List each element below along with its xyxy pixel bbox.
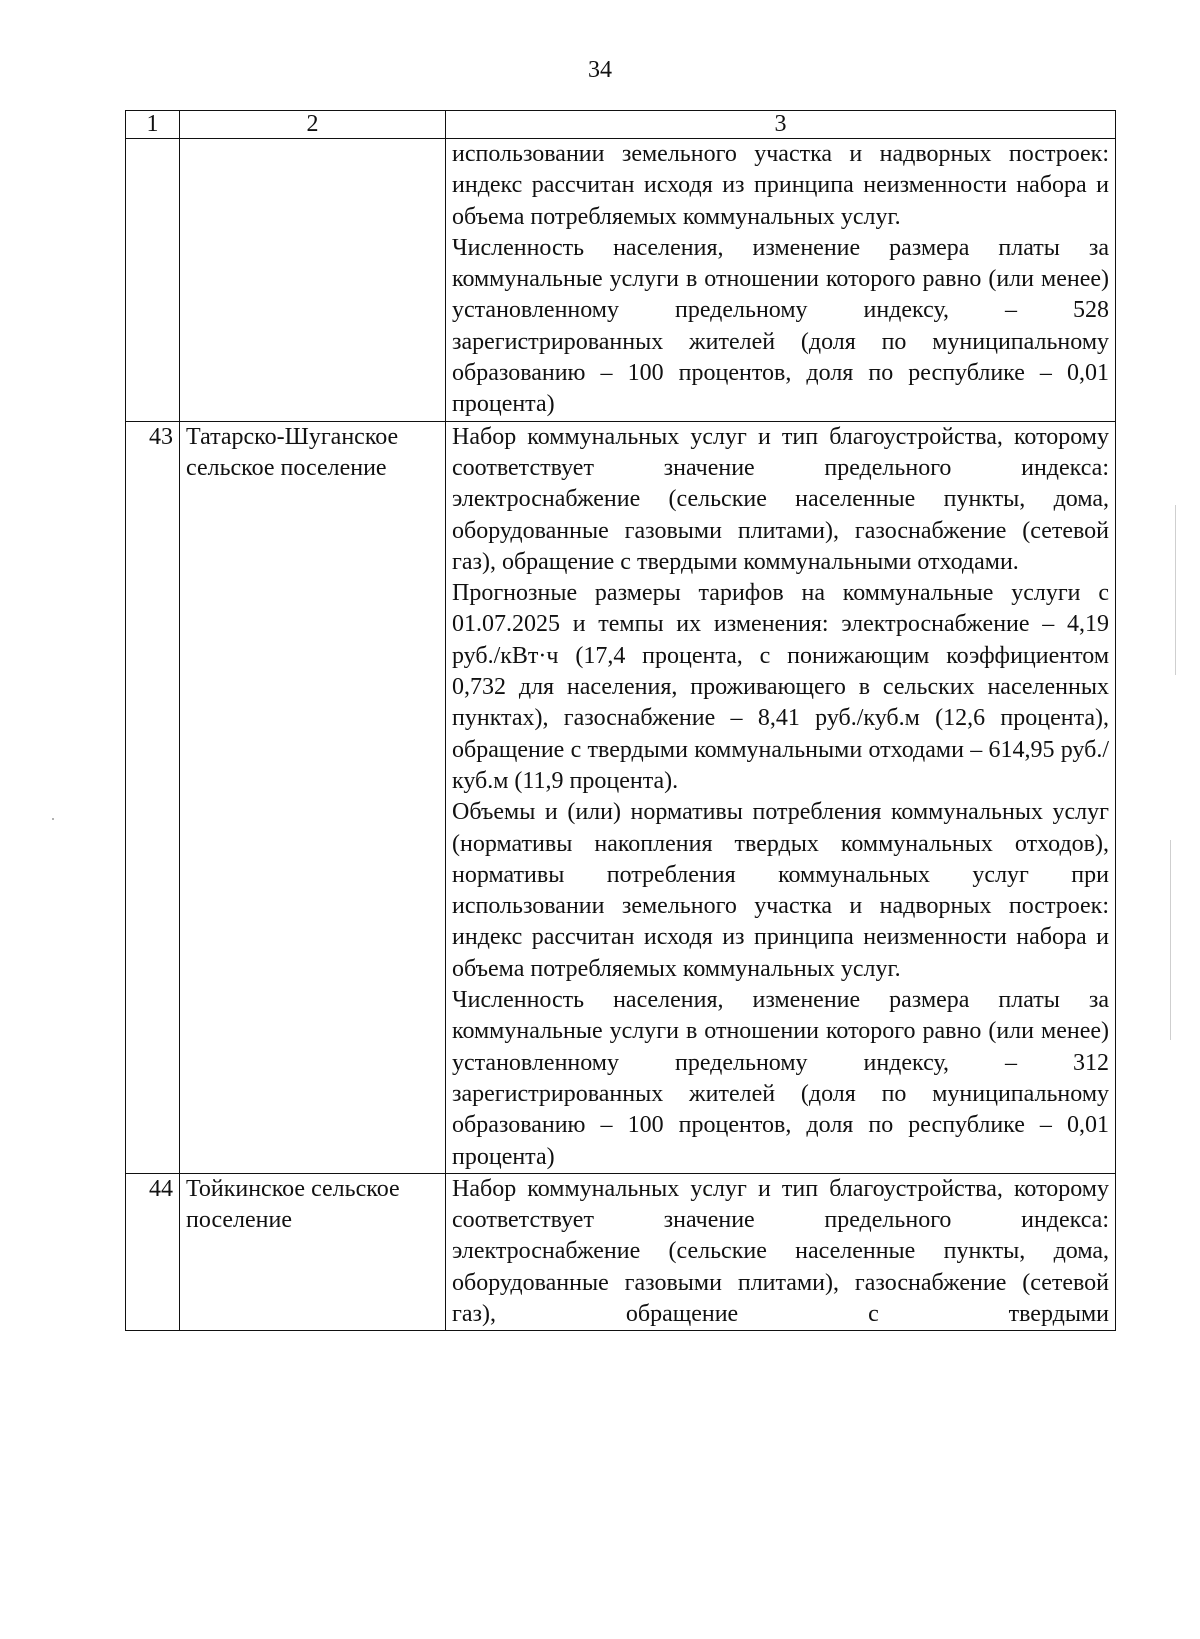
row-description	[446, 1173, 1116, 1330]
table-header-row	[126, 111, 1116, 139]
description-paragraph: использовании земельного участка и надворных построек: индекс рассчитан исходя из принципа неизменности набора и объема потребляемых коммунальных услуг.	[452, 141, 1109, 230]
row-number: 43	[126, 421, 180, 1173]
column-header-3: 3	[446, 111, 1116, 139]
scan-edge-mark	[1175, 505, 1176, 675]
description-paragraph: Численность населения, изменение размера платы за коммунальные услуги в отношении которого равно (или менее) установленному предельному индексу, – 528 зарегистрированных жителей (доля по муниципальному образованию – 100 процентов, доля по республике – 0,01 процента)	[452, 234, 1109, 418]
municipality-name: Тойкинское сельское поселение	[180, 1173, 446, 1330]
description-paragraph: Набор коммунальных услуг и тип благоустройства, которому соответствует значение предельного индекса: электроснабжение (сельские населенные пункты, дома, оборудованные газовыми плитами), газоснабжение (сетевой газ), обращение с твердыми	[452, 1175, 1109, 1327]
row-description	[446, 421, 1116, 1173]
table-row	[126, 421, 1116, 1173]
column-header-2: 2	[180, 111, 446, 139]
description-paragraph: Набор коммунальных услуг и тип благоустройства, которому соответствует значение предельного индекса: электроснабжение (сельские населенные пункты, дома, оборудованные газовыми плитами), газоснабжение (сетевой газ), обращение с твердыми коммунальными отходами.	[452, 423, 1109, 575]
municipality-name	[180, 139, 446, 422]
data-table	[125, 110, 1116, 1331]
municipality-name: Татарско-Шуганское сельское поселение	[180, 421, 446, 1173]
row-number	[126, 139, 180, 422]
column-header-1: 1	[126, 111, 180, 139]
description-paragraph: Численность населения, изменение размера платы за коммунальные услуги в отношении которого равно (или менее) установленному предельному индексу, – 312 зарегистрированных жителей (доля по муниципальному образованию – 100 процентов, доля по республике – 0,01 процента)	[452, 987, 1109, 1170]
description-paragraph: Прогнозные размеры тарифов на коммунальные услуги с 01.07.2025 и темпы их изменения: электроснабжение – 4,19 руб./кВт·ч (17,4 процента, с понижающим коэффициентом 0,732 для населения, проживающего в сельских населенных пунктах), газоснабжение – 8,41 руб./куб.м (12,6 процента), обращение с твердыми коммунальными отходами – 614,95 руб./куб.м (11,9 процента).	[452, 580, 1109, 794]
page-number: 34	[588, 57, 612, 83]
scan-speck	[52, 818, 54, 820]
row-description	[446, 139, 1116, 422]
row-number: 44	[126, 1173, 180, 1330]
table-row	[126, 1173, 1116, 1330]
table-row	[126, 139, 1116, 422]
description-paragraph: Объемы и (или) нормативы потребления коммунальных услуг (нормативы накопления твердых коммунальных отходов), нормативы потребления коммунальных услуг при использовании земельного участка и надворных построек: индекс рассчитан исходя из принципа неизменности набора и объема потребляемых коммунальных услуг.	[452, 799, 1109, 982]
scan-edge-mark	[1170, 840, 1171, 1040]
